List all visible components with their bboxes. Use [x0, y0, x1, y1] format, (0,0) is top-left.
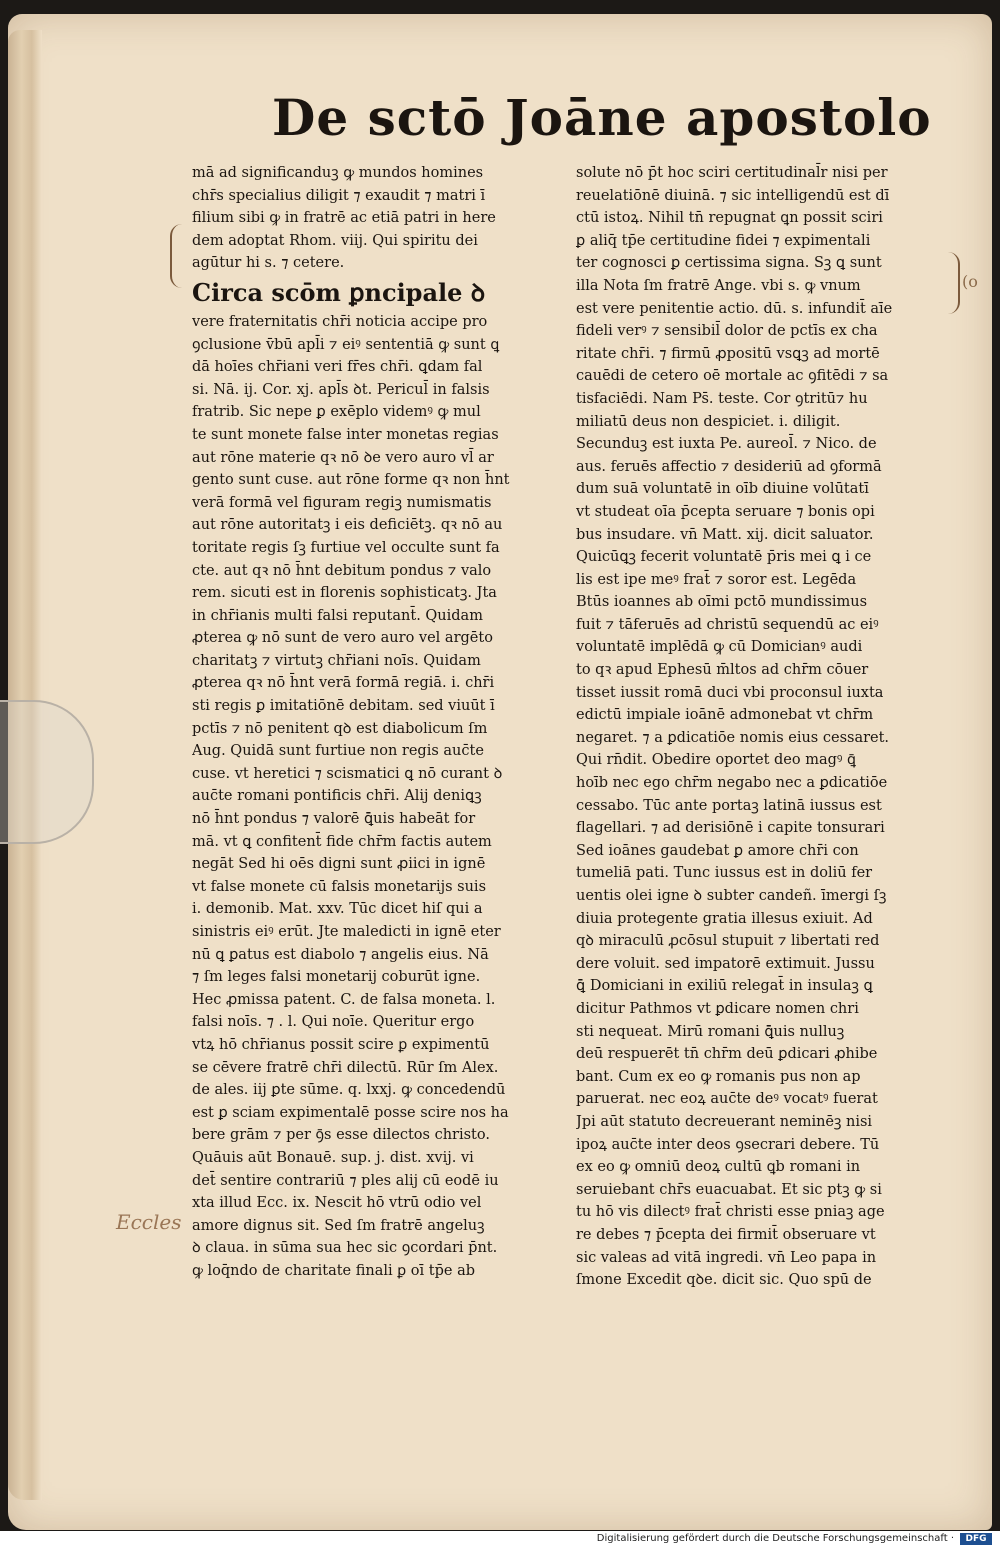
text-line: si. Nā. ij. Cor. xj. apl̄s ꝺt. Pericul̄ in falsis — [192, 381, 490, 398]
paper-clip-mark — [0, 700, 94, 844]
text-line: reuelatiōnē diuinā. ⁊ sic intelligendū est dī — [576, 187, 890, 204]
text-line: ter cognosci ꝑ certissima signa. Sꝫ ꝗ sunt — [576, 255, 882, 272]
dfg-logo-icon: DFG — [960, 1533, 992, 1545]
text-line: seruiebant chr̄s euacuabat. Et sic ptꝫ ꝙ si — [576, 1181, 882, 1198]
text-line: bere grām ⁊ per ꝯ̄s esse dilectos christo. — [192, 1127, 490, 1144]
text-line: voluntatē implēdā ꝙ cū Domicianꝰ audi — [576, 639, 863, 656]
text-line: rem. sicuti est in florenis sophisticatꝫ. Jta — [192, 585, 497, 602]
text-line: ctū istoꝝ. Nihil tn̄ repugnat ꝗn possit sciri — [576, 210, 883, 227]
text-line: sti regis ꝑ imitatiōnē debitam. sed viuūt ī — [192, 698, 495, 715]
text-line: fratrib. Sic nepe ꝑ exēplo videmꝰ ꝙ mul — [192, 404, 481, 421]
text-line: ꝓterea ꝙ nō sunt de vero auro vel argēto — [192, 630, 493, 647]
text-line: Sed ioānes gaudebat ꝑ amore chr̄i con — [576, 842, 859, 859]
text-line: toritate regis ſꝫ furtiue vel occulte sunt fa — [192, 539, 500, 556]
text-line: flagellari. ⁊ ad derisiōnē i capite tonsurari — [576, 820, 885, 837]
margin-bracket-right — [946, 252, 960, 314]
text-line: ⁊ ſm leges falsi monetarij coburūt igne. — [192, 969, 481, 986]
text-line: amore dignus sit. Sed ſm fratrē angeluꝫ — [192, 1217, 485, 1234]
text-line: tisfaciēdi. Nam Ps̄. teste. Cor ꝯtritū⁊ hu — [576, 390, 868, 407]
text-line: mā ad significanduꝫ ꝙ mundos homines — [192, 165, 484, 181]
text-line: Qui rn̄dit. Obedire oportet deo magꝰ ꝗ̄ — [576, 752, 856, 769]
text-line: Aug. Quidā sunt furtiue non regis auc̄te — [192, 743, 484, 760]
text-line: Circa scōm ꝑncipale ꝺ — [192, 277, 486, 307]
text-line: ipoꝝ auc̄te inter deos ꝯsecrari debere. Tū — [576, 1136, 880, 1153]
text-line: vere fraternitatis chr̄i noticia accipe pro — [192, 313, 488, 330]
text-line: est vere penitentie actio. dū. s. infundit̄ aīe — [576, 300, 893, 317]
page-title: De sctō Joāne apostolo — [272, 88, 932, 147]
text-line: dā hoīes chr̄iani veri fr̄es chr̄i. ꝗdam fal — [192, 359, 483, 376]
text-line: bus insudare. vn̄ Matt. xij. dicit saluator. — [576, 526, 874, 543]
right-text-column — [576, 162, 948, 1289]
text-line: aut rōne autoritatꝫ i eis deficiētꝫ. qꝛ nō au — [192, 517, 503, 534]
text-line: gento sunt cuse. aut rōne forme qꝛ non h̄nt — [192, 472, 510, 489]
text-line: verā formā vel figuram regiꝫ numismatis — [192, 494, 492, 511]
text-line: deū respuerēt tn̄ chr̄m deū ꝑdicari ꝓhibe — [576, 1046, 878, 1063]
text-line: paruerat. nec eoꝝ auc̄te deꝰ vocatꝰ fuerat — [576, 1091, 878, 1108]
text-line: Jpi aūt statuto decreuerant neminēꝫ nisi — [576, 1113, 873, 1130]
text-line: ritate chr̄i. ⁊ firmū ꝓpositū vsꝗꝫ ad mortē — [576, 345, 880, 362]
text-line: det̄ sentire contrariū ⁊ ples alij cū eodē iu — [192, 1172, 499, 1189]
text-line: ſmone Excedit qꝺe. dicit sic. Quo spū de — [576, 1272, 872, 1289]
text-line: aus. feruēs affectio ⁊ desideriū ad ꝯformā — [576, 458, 882, 475]
text-line: bant. Cum ex eo ꝙ romanis pus non ap — [576, 1068, 861, 1085]
text-line: ꝓterea qꝛ nō h̄nt verā formā regiā. i. chr̄i — [192, 675, 495, 692]
text-line: miliatū deus non despiciet. i. diligit. — [576, 413, 841, 430]
text-line: Quicūꝗꝫ fecerit voluntatē p̄ris mei ꝗ i ce — [576, 549, 872, 566]
text-line: i. demonib. Mat. xxv. Tūc dicet hiſ qui a — [192, 901, 483, 918]
margin-note-left: Eccles — [116, 1210, 182, 1234]
text-line: ꝺ claua. in sūma sua hec sic ꝯcordari p̄nt. — [192, 1240, 498, 1257]
text-line: edictū impiale ioānē admonebat vt chr̄m — [576, 707, 874, 724]
text-line: fideli verꝰ ⁊ sensibil̄ dolor de pctīs ex cha — [576, 323, 878, 340]
text-line: tumeliā pati. Tunc iussus est in doliū fer — [576, 865, 873, 882]
text-line: Secunduꝫ est iuxta Pe. aureol̄. ⁊ Nico. de — [576, 436, 877, 453]
text-line: tu hō vis dilectꝰ frat̄ christi esse pniaꝫ age — [576, 1204, 885, 1221]
text-line: nū ꝗ ꝑatus est diabolo ⁊ angelis eius. Nā — [192, 946, 489, 963]
text-line: charitatꝫ ⁊ virtutꝫ chr̄iani noīs. Quidam — [192, 652, 481, 669]
text-line: ꝗ̄ Domiciani in exiliū relegat̄ in insulaꝫ ꝗ — [576, 978, 873, 995]
margin-note-right: (o — [962, 272, 978, 291]
text-line: ꝯclusione v̄bū apl̄i ⁊ eiꝰ sententiā ꝙ sunt ꝗ — [192, 336, 500, 353]
text-line: se cēvere fratrē chr̄i dilectū. Rūr ſm Alex. — [192, 1059, 499, 1076]
text-line: dum suā voluntatē in oīb diuine volūtatī — [576, 481, 869, 498]
text-line: negāt Sed hi oēs digni sunt ꝓiici in ignē — [192, 856, 486, 873]
margin-bracket-left — [170, 224, 186, 288]
text-line: falsi noīs. ⁊ . l. Qui noīe. Queritur ergo — [192, 1014, 475, 1031]
text-line: auc̄te romani pontificis chr̄i. Alij deniꝗꝫ — [192, 788, 482, 805]
text-line: ꝙ loq̄ndo de charitate finali ꝑ oī tp̄e ab — [192, 1262, 476, 1279]
text-line: Hec ꝓmissa patent. C. de falsa moneta. l. — [192, 991, 496, 1008]
text-line: Quāuis aūt Bonauē. sup. j. dist. xvij. vi — [192, 1149, 474, 1166]
text-line: vt false monete cū falsis monetarijs suis — [192, 878, 487, 895]
text-line: cauēdi de cetero oē mortale ac ꝯfitēdi ⁊ sa — [576, 368, 889, 385]
text-line: re debes ⁊ p̄cepta dei firmit̄ obseruare vt — [576, 1226, 876, 1243]
text-line: xta illud Ecc. ix. Nescit hō vtrū odio vel — [192, 1195, 482, 1212]
text-line: nō h̄nt pondus ⁊ valorē ꝗ̄uis habeāt for — [192, 811, 476, 828]
text-line: illa Nota ſm fratrē Ange. vbi s. ꝙ vnum — [576, 277, 861, 294]
text-line: dem adoptat Rhom. viij. Qui spiritu dei — [192, 232, 478, 249]
text-line: qꝺ miraculū ꝓcōsul stupuit ⁊ libertati red — [576, 933, 880, 950]
text-line: cuse. vt heretici ⁊ scismatici ꝗ nō curant ꝺ — [192, 765, 503, 782]
footer-credit: Digitalisierung gefördert durch die Deutsche Forschungsgemeinschaft · — [596, 1533, 954, 1544]
text-line: pctīs ⁊ nō penitent qꝺ est diabolicum ſm — [192, 720, 488, 737]
text-line: fuit ⁊ tāferuēs ad christū sequendū ac eiꝰ — [576, 616, 879, 633]
text-line: ꝑ aliq̄ tp̄e certitudine fidei ⁊ expimentali — [576, 232, 871, 249]
text-line: de ales. iij ꝑte sūme. q. lxxj. ꝙ concedendū — [192, 1082, 506, 1099]
text-line: agūtur hi s. ⁊ cetere. — [192, 255, 345, 272]
text-line: lis est ipe meꝰ frat̄ ⁊ soror est. Legēda — [576, 571, 857, 588]
text-line: chr̄s specialius diligit ⁊ exaudit ⁊ matri ī — [192, 187, 486, 204]
text-line: sinistris eiꝰ erūt. Jte maledicti in ignē eter — [192, 924, 501, 940]
text-line: ex eo ꝙ omniū deoꝝ cultū ꝗb romani in — [576, 1159, 861, 1176]
text-line: tisset iussit romā duci vbi proconsul iuxta — [576, 684, 884, 701]
text-line: vt studeat oīa p̄cepta seruare ⁊ bonis opi — [576, 503, 875, 520]
text-line: cte. aut qꝛ nō h̄nt debitum pondus ⁊ valo — [192, 562, 492, 579]
text-line: mā. vt ꝗ confitent̄ fide chr̄m factis autem — [192, 833, 492, 850]
text-line: sti nequeat. Mirū romani ꝗ̄uis nulluꝫ — [576, 1023, 845, 1040]
text-line: diuia protegente gratia illesus exiuit. Ad — [576, 910, 873, 927]
text-line: vtꝝ hō chr̄ianus possit scire ꝑ expimentū — [192, 1036, 490, 1053]
text-line: filium sibi ꝙ in fratrē ac etiā patri in here — [192, 210, 496, 227]
text-line: solute nō p̄t hoc sciri certitudinal̄r nisi per — [576, 165, 888, 181]
text-line: Btūs ioannes ab oīmi pctō mundissimus — [576, 594, 868, 611]
text-line: sic valeas ad vitā ingredi. vn̄ Leo papa in — [576, 1249, 877, 1266]
left-text-column — [192, 162, 564, 1282]
text-line: est ꝑ sciam expimentalē posse scire nos ha — [192, 1104, 509, 1121]
text-line: dicitur Pathmos vt ꝑdicare nomen chri — [576, 1000, 859, 1017]
text-line: cessabo. Tūc ante portaꝫ latinā iussus est — [576, 797, 882, 814]
text-line: aut rōne materie qꝛ nō ꝺe vero auro vl̄ ar — [192, 449, 494, 466]
text-line: uentis olei igne ꝺ subter candeñ. īmergi ſꝫ — [576, 888, 887, 904]
text-line: in chr̄ianis multi falsi reputant̄. Quidam — [192, 607, 483, 624]
text-line: dere voluit. sed impatorē extimuit. Jussu — [576, 955, 875, 972]
text-line: to qꝛ apud Ephesū m̄ltos ad chr̄m cōuer — [576, 662, 869, 679]
text-line: hoīb nec ego chr̄m negabo nec a ꝑdicatiōe — [576, 775, 888, 792]
text-line: te sunt monete false inter monetas regias — [192, 426, 499, 443]
text-line: negaret. ⁊ a ꝑdicatiōe nomis eius cessaret. — [576, 729, 890, 746]
